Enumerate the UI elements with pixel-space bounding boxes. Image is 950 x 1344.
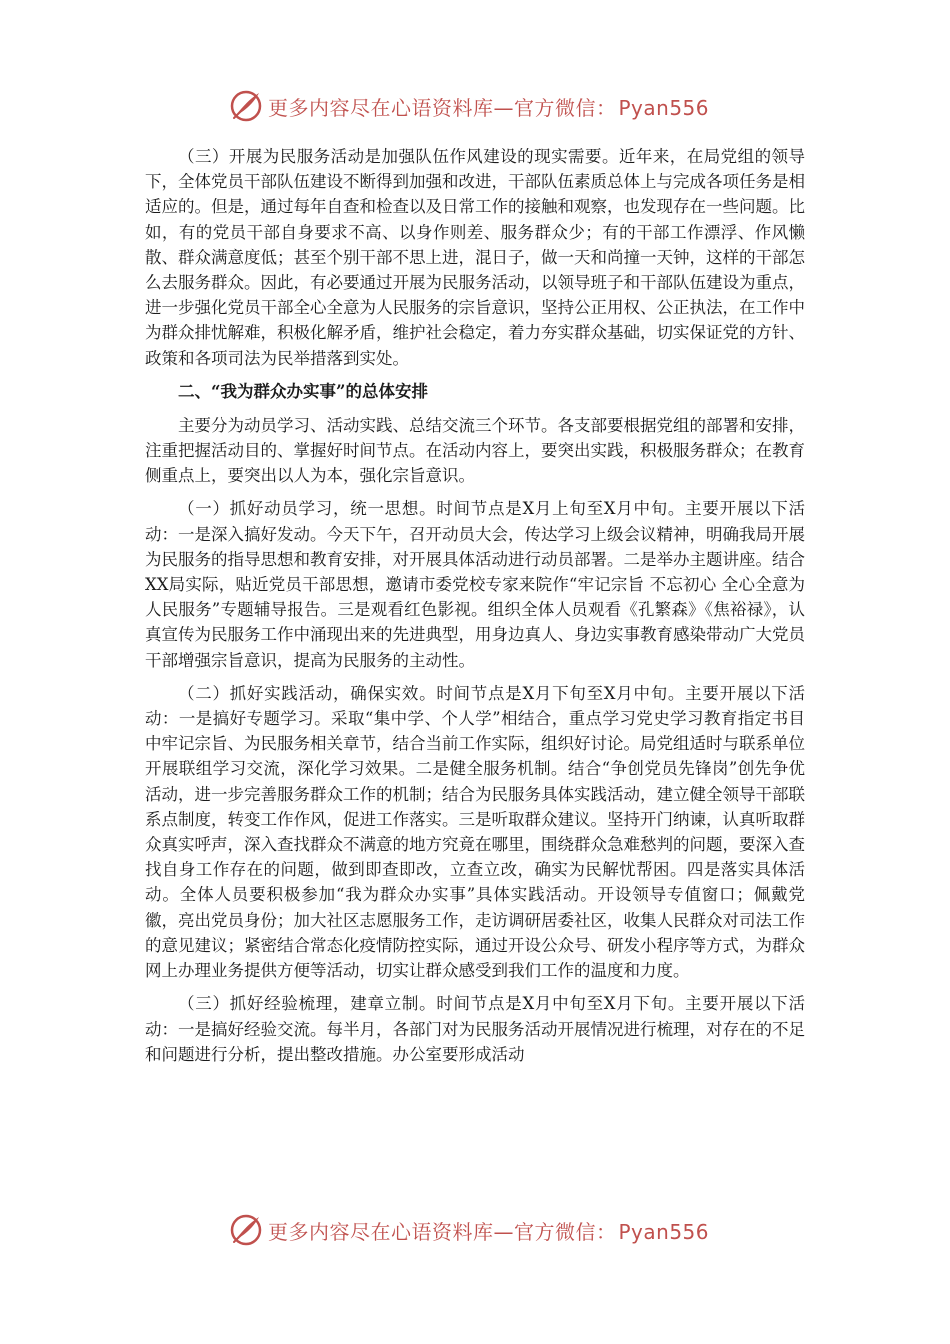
footer-banner [228, 1210, 728, 1250]
header-banner [228, 86, 728, 126]
banner-text: 更多内容尽在心语资料库—官方微信： [268, 95, 617, 120]
section-heading: 二、“我为群众办实事”的总体安排 [178, 381, 428, 401]
paragraph-5: （三）抓好经验梳理，建章立制。时间节点是X月中旬至X月下旬。主要开展以下活动：一是搞好经验交流。每半月，各部门对为民服务活动开展情况进行梳理，对存在的不足和问题进行分析，提出整改措施。办公室要形成活动 [145, 994, 805, 1064]
banner-wechat-id: Pyan556 [618, 95, 710, 120]
quill-logo-icon [228, 1212, 264, 1248]
document-body [145, 144, 805, 1067]
paragraph-1: （三）开展为民服务活动是加强队伍作风建设的现实需要。近年来，在局党组的领导下，全体党员干部队伍建设不断得到加强和改进，干部队伍素质总体上与完成各项任务是相适应的。但是，通过每年自查和检查以及日常工作的接触和观察，也发现存在一些问题。比如，有的党员干部自身要求不高、以身作则差、服务群众少；有的干部工作漂浮、作风懒散、群众满意度低；甚至个别干部不思上进，混日子，做一天和尚撞一天钟，这样的干部怎么去服务群众。因此，有必要通过开展为民服务活动，以领导班子和干部队伍建设为重点，进一步强化党员干部全心全意为人民服务的宗旨意识，坚持公正用权、公正执法，在工作中为群众排忧解难，积极化解矛盾，维护社会稳定，着力夯实群众基础，切实保证党的方针、政策和各项司法为民举措落到实处。 [145, 147, 805, 368]
paragraph-3: （一）抓好动员学习，统一思想。时间节点是X月上旬至X月中旬。主要开展以下活动：一是深入搞好发动。今天下午，召开动员大会，传达学习上级会议精神，明确我局开展为民服务的指导思想和教育安排，对开展具体活动进行动员部署。二是举办主题讲座。结合XX局实际，贴近党员干部思想，邀请市委党校专家来院作“牢记宗旨 不忘初心 全心全意为人民服务”专题辅导报告。三是观看红色影视。组织全体人员观看《孔繁森》《焦裕禄》，认真宣传为民服务工作中涌现出来的先进典型，用身边真人、身边实事教育感染带动广大党员干部增强宗旨意识，提高为民服务的主动性。 [145, 499, 805, 670]
paragraph-4: （二）抓好实践活动，确保实效。时间节点是X月下旬至X月中旬。主要开展以下活动：一是搞好专题学习。采取“集中学、个人学”相结合，重点学习党史学习教育指定书目中牢记宗旨、为民服务相关章节，结合当前工作实际，组织好讨论。局党组适时与联系单位开展联组学习交流，深化学习效果。二是健全服务机制。结合“争创党员先锋岗”创先争优活动，进一步完善服务群众工作的机制；结合为民服务具体实践活动，建立健全领导干部联系点制度，转变工作作风，促进工作落实。三是听取群众建议。坚持开门纳谏，认真听取群众真实呼声，深入查找群众不满意的地方究竟在哪里，围绕群众急难愁判的问题，要深入查找自身工作存在的问题，做到即查即改，立查立改，确实为民解忧帮困。四是落实具体活动。全体人员要积极参加“我为群众办实事”具体实践活动。开设领导专值窗口；佩戴党徽，亮出党员身份；加大社区志愿服务工作，走访调研居委社区，收集人民群众对司法工作的意见建议；紧密结合常态化疫情防控实际，通过开设公众号、研发小程序等方式，为群众网上办理业务提供方便等活动，切实让群众感受到我们工作的温度和力度。 [145, 683, 805, 981]
banner-text: 更多内容尽在心语资料库—官方微信： [268, 1219, 617, 1244]
banner-wechat-id: Pyan556 [618, 1219, 710, 1244]
paragraph-2: 主要分为动员学习、活动实践、总结交流三个环节。各支部要根据党组的部署和安排，注重把握活动目的、掌握好时间节点。在活动内容上，要突出实践，积极服务群众；在教育侧重点上，要突出以人为本，强化宗旨意识。 [145, 415, 805, 486]
quill-logo-icon [228, 88, 264, 124]
